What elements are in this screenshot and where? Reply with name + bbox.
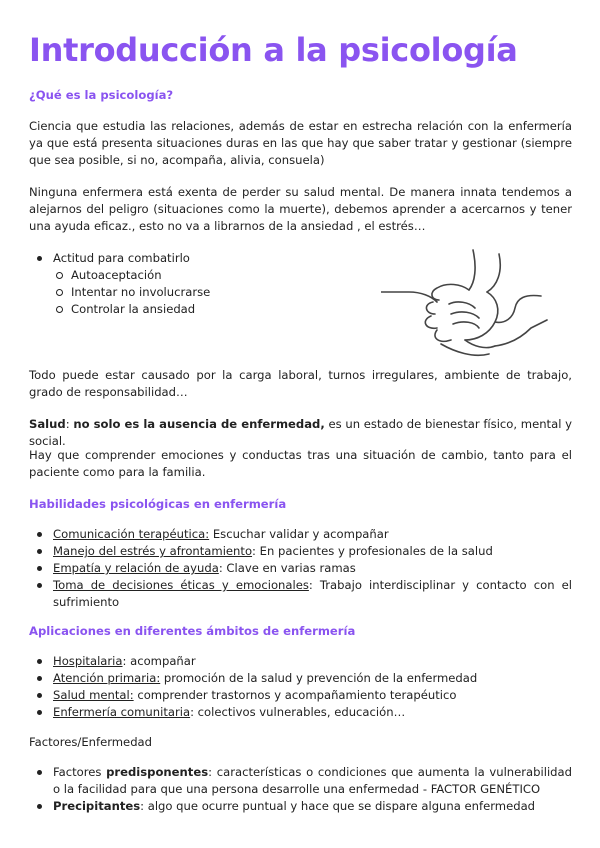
factors-list [29,764,572,815]
item-term: Comunicación terapéutica: [53,527,210,541]
salud-term: Salud [29,417,66,431]
item-term: Empatía y relación de ayuda [53,561,219,575]
holding-hands-illustration [381,248,549,360]
salud-bold-definition: no solo es la ausencia de enfermedad, [73,417,325,431]
item-text: : acompañar [122,654,196,668]
list-item [29,560,572,577]
item-text: comprender trastornos y acompañamiento terapéutico [133,688,457,702]
skills-list [29,526,572,611]
item-text: : colectivos vulnerables, educación… [190,705,406,719]
list-item: Actitud para combatirlo [29,250,572,267]
list-item [29,653,572,670]
list-item [29,798,572,815]
section-heading-aplicaciones: Aplicaciones en diferentes ámbitos de enfermería [29,624,356,638]
item-term: Manejo del estrés y afrontamiento [53,544,253,558]
item-text: : Trabajo interdisciplinar y contacto con el sufrimiento [53,578,572,609]
sub-list-item: Intentar no involucrarse [29,284,572,301]
item-text: Escuchar validar y acompañar [209,527,389,541]
applications-list [29,653,572,721]
paragraph-salud [29,416,572,450]
sub-list-item: Controlar la ansiedad [29,301,572,318]
salud-rest: es un estado de bienestar físico, mental y social. [29,417,573,448]
item-text: : características o condiciones que aumenta la vulnerabilidad o la facilidad para que una persona desarrolle una enfermedad - FACTOR GENÉTICO [53,765,572,796]
list-item [29,577,572,611]
salud-colon: : [65,417,74,431]
item-text: promoción de la salud y prevención de la enfermedad [160,671,478,685]
item-term: Precipitantes [53,799,141,813]
paragraph-definition: Ciencia que estudia las relaciones, además de estar en estrecha relación con la enfermería ya que está presenta situaciones duras en las que hay que saber tratar y gestionar (siempre que sea posible, si no, acompaña, alivia, consuela) [29,119,572,167]
item-prefix: Factores [53,765,107,779]
section-heading-que-es: ¿Qué es la psicología? [29,88,174,102]
item-term: Atención primaria: [53,671,161,685]
list-item [29,526,572,543]
item-term: predisponentes [106,765,209,779]
paragraph-emotions: Hay que comprender emociones y conductas tras una situación de cambio, tanto para el paciente como para la familia. [29,448,572,479]
list-item [29,687,572,704]
item-term: Toma de decisiones éticas y emocionales [53,578,309,592]
section-heading-habilidades: Habilidades psicológicas en enfermería [29,497,287,511]
factors-heading: Factores/Enfermedad [29,735,153,749]
paragraph-causes: Todo puede estar causado por la carga laboral, turnos irregulares, ambiente de trabajo, grado de responsabilidad… [29,368,572,399]
item-term: Hospitalaria [53,654,123,668]
item-term: Enfermería comunitaria [53,705,191,719]
page-title: Introducción a la psicología [29,31,518,69]
item-text: : algo que ocurre puntual y hace que se dispare alguna enfermedad [140,799,536,813]
list-item [29,764,572,798]
list-item [29,670,572,687]
item-text: : Clave en varias ramas [218,561,356,575]
list-item [29,704,572,721]
sub-list-item: Autoaceptación [29,267,572,284]
item-term: Salud mental: [53,688,134,702]
paragraph-mental-health: Ninguna enfermera está exenta de perder su salud mental. De manera innata tendemos a alejarnos del peligro (situaciones como la muerte), debemos aprender a acercarnos y tener una ayuda eficaz., esto no va a librarnos de la ansiedad , el estrés… [29,185,572,233]
list-item [29,543,572,560]
item-text: : En pacientes y profesionales de la salud [252,544,493,558]
